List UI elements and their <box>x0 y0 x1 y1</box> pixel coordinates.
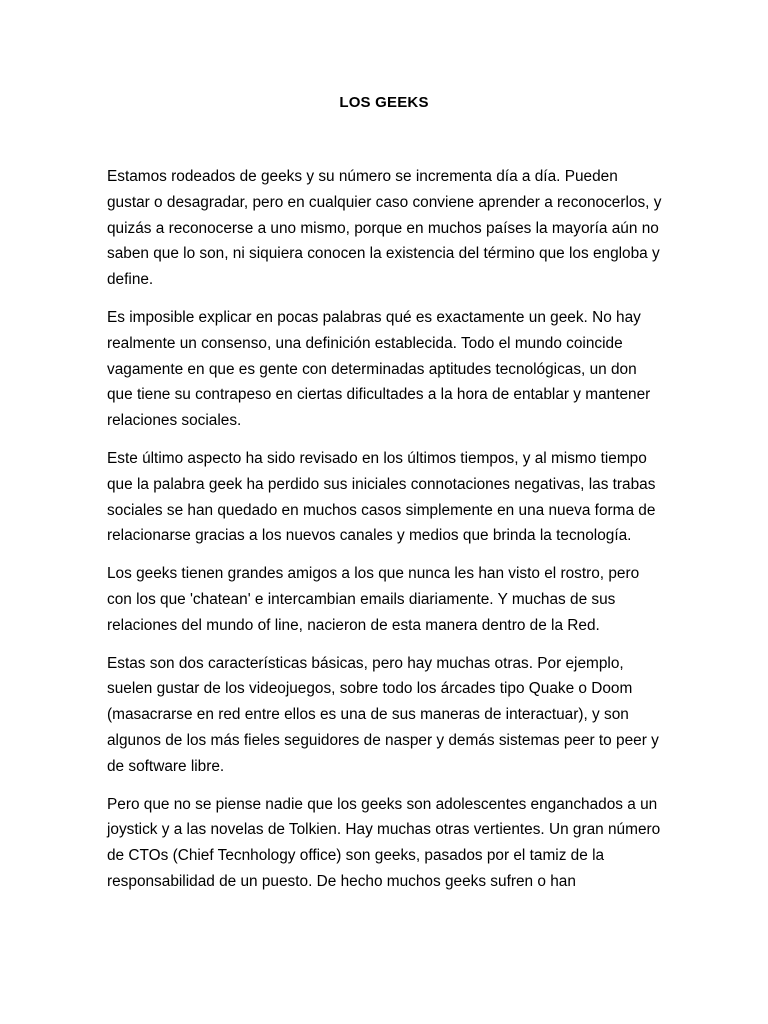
paragraph: Es imposible explicar en pocas palabras qué es exactamente un geek. No hay realmente un consenso, una definición establecida. Todo el mundo coincide vagamente en que es gente con determinadas aptitudes tecnológicas, un don que tiene su contrapeso en ciertas dificultades a la hora de entablar y mantener relaciones sociales. <box>107 308 651 430</box>
paragraph: Este último aspecto ha sido revisado en los últimos tiempos, y al mismo tiempo que la palabra geek ha perdido sus iniciales connotaciones negativas, las trabas sociales se han quedado en muchos casos simplemente en una nueva forma de relacionarse gracias a los nuevos canales y medios que brinda la tecnología. <box>107 449 656 545</box>
document-title: LOS GEEKS <box>339 94 429 111</box>
paragraph: Pero que no se piense nadie que los geeks son adolescentes enganchados a un joystick y a las novelas de Tolkien. Hay muchas otras vertientes. Un gran número de CTOs (Chief Tecnhology office) son geeks, pasados por el tamiz de la responsabilidad de un puesto. De hecho muchos geeks sufren o han <box>107 795 661 890</box>
paragraph: Estamos rodeados de geeks y su número se incrementa día a día. Pueden gustar o desagradar, pero en cualquier caso conviene aprender a reconocerlos, y quizás a reconocerse a uno mismo, porque en muchos países la mayoría aún no saben que lo son, ni siquiera conocen la existencia del término que los engloba y define. <box>107 168 662 289</box>
paragraph: Estas son dos características básicas, pero hay muchas otras. Por ejemplo, suelen gustar de los videojuegos, sobre todo los árcades tipo Quake o Doom (masacrarse en red entre ellos es una de sus maneras de interactuar), y son algunos de los más fieles seguidores de nasper y demás sistemas peer to peer y de software libre. <box>107 654 659 775</box>
document-body <box>107 164 663 907</box>
paragraph: Los geeks tienen grandes amigos a los que nunca les han visto el rostro, pero con los que 'chatean' e intercambian emails diariamente. Y muchas de sus relaciones del mundo of line, nacieron de esta manera dentro de la Red. <box>107 565 640 634</box>
